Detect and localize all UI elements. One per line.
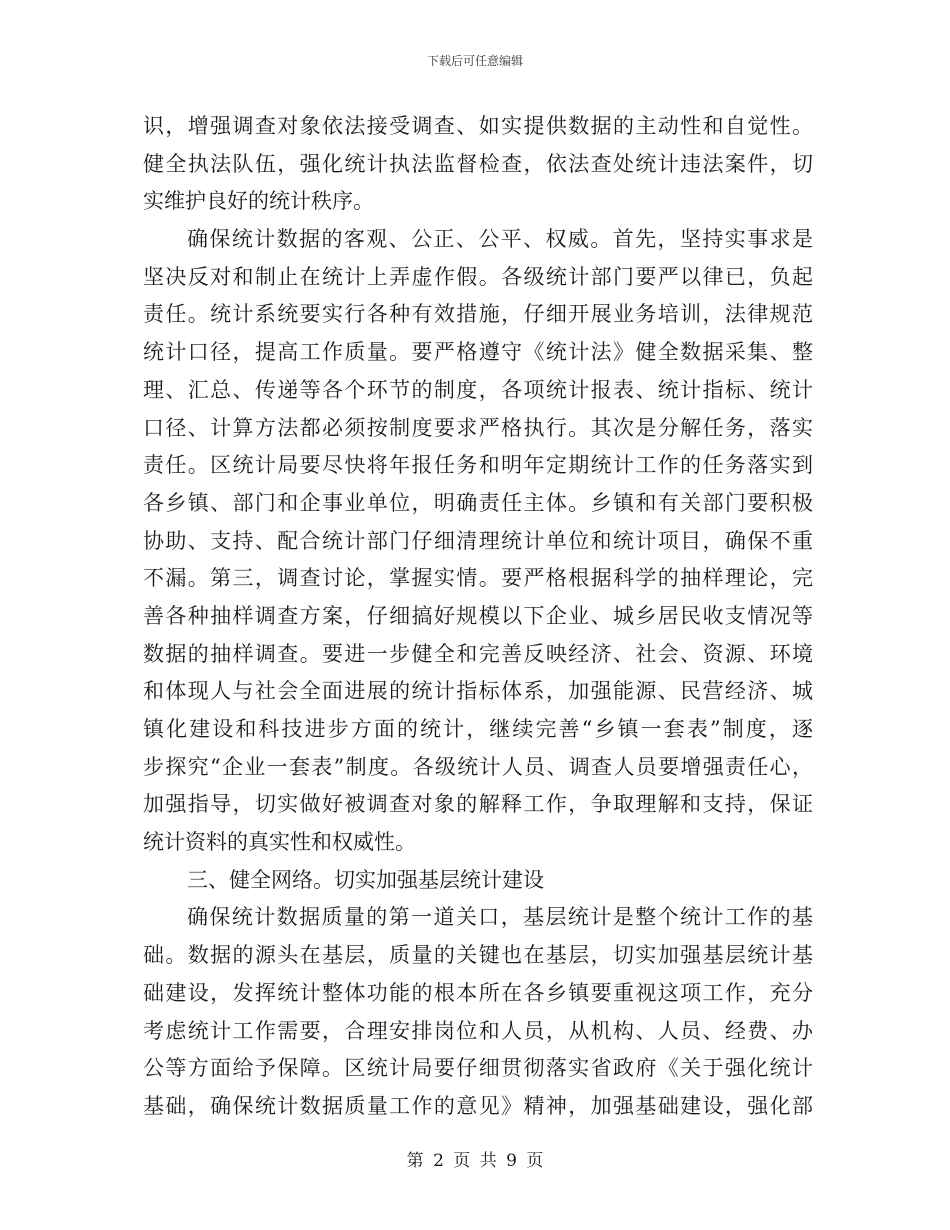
text-line: 考虑统计工作需要，合理安排岗位和人员，从机构、人员、经费、办 [143, 1018, 813, 1043]
text-line: 确保统计数据质量的第一道关口，基层统计是整个统计工作的基 [187, 905, 813, 930]
text-line: 坚决反对和制止在统计上弄虚作假。各级统计部门要严以律已，负起 [143, 264, 813, 289]
text-line: 镇化建设和科技进步方面的统计，继续完善“乡镇一套表”制度，逐 [143, 717, 813, 741]
text-line: 实维护良好的统计秩序。 [143, 189, 374, 214]
text-line: 协助、支持、配合统计部门仔细清理统计单位和统计项目，确保不重 [143, 528, 813, 553]
text-line: 步探究“企业一套表”制度。各级统计人员、调查人员要增强责任心， [143, 754, 813, 779]
text-line: 不漏。第三，调查讨论，掌握实情。要严格根据科学的抽样理论，完 [143, 566, 813, 591]
text-line: 健全执法队伍，强化统计执法监督检查，依法查处统计违法案件，切 [143, 151, 813, 176]
text-line: 基础，确保统计数据质量工作的意见》精神，加强基础建设，强化部 [143, 1093, 813, 1118]
text-line: 础。数据的源头在基层，质量的关键也在基层，切实加强基层统计基 [143, 943, 813, 968]
section-heading: 三、健全网络。切实加强基层统计建设 [187, 867, 544, 892]
text-line: 各乡镇、部门和企事业单位，明确责任主体。乡镇和有关部门要积极 [143, 490, 813, 515]
text-line: 数据的抽样调查。要进一步健全和完善反映经济、社会、资源、环境 [143, 641, 813, 666]
text-line: 口径、计算方法都必须按制度要求严格执行。其次是分解任务，落实 [143, 415, 813, 440]
text-line: 理、汇总、传递等各个环节的制度，各项统计报表、统计指标、统计 [143, 377, 813, 402]
text-line: 确保统计数据的客观、公正、公平、权威。首先，坚持实事求是 [187, 227, 813, 252]
text-line: 公等方面给予保障。区统计局要仔细贯彻落实省政府《关于强化统计 [143, 1056, 813, 1081]
text-line: 统计资料的真实性和权威性。 [143, 830, 416, 855]
text-line: 加强指导，切实做好被调查对象的解释工作，争取理解和支持，保证 [143, 792, 813, 817]
page-footer: 第 2 页 共 9 页 [406, 1151, 544, 1171]
document-body [143, 108, 813, 1126]
text-line: 础建设，发挥统计整体功能的根本所在各乡镇要重视这项工作，充分 [143, 980, 813, 1005]
text-line: 识，增强调查对象依法接受调查、如实提供数据的主动性和自觉性。 [143, 114, 813, 138]
text-line: 和体现人与社会全面进展的统计指标体系，加强能源、民营经济、城 [143, 679, 813, 704]
text-line: 统计口径，提高工作质量。要严格遵守《统计法》健全数据采集、整 [143, 340, 813, 365]
text-line: 责任。统计系统要实行各种有效措施，仔细开展业务培训，法律规范 [143, 302, 813, 327]
text-line: 责任。区统计局要尽快将年报任务和明年定期统计工作的任务落实到 [143, 453, 813, 478]
text-line: 善各种抽样调查方案，仔细搞好规模以下企业、城乡居民收支情况等 [143, 603, 813, 628]
header-note: 下载后可任意编辑 [426, 54, 523, 68]
